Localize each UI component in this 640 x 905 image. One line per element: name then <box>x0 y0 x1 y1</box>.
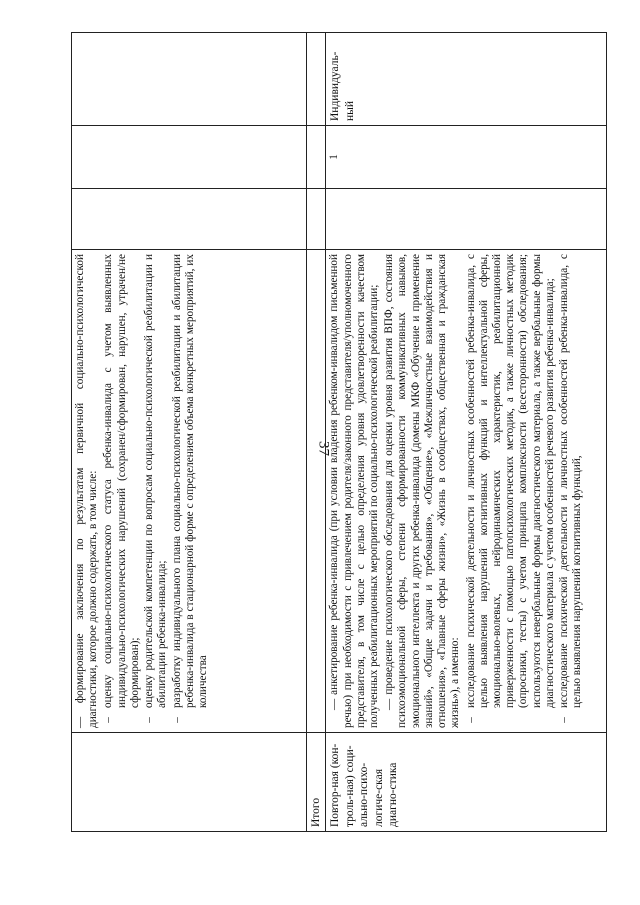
row3-form: Индивидуаль-ный <box>326 33 607 126</box>
itogo-cell-3 <box>307 189 326 250</box>
services-table <box>71 32 607 832</box>
row1-lead: — формирование заключения по результатам первичной социально-психологической диагностики, которое должно содержать, в том числе: <box>74 254 100 728</box>
itogo-cell-5 <box>307 33 326 126</box>
row3-obsled: — проведение психологического обследования для оценки уровня развития ВПФ, состояния психоэмоциональной сферы, степени сформированности коммуникативных навыков, эмоционального интеллекта и других ребенка-инвалида (домены МКФ «Обучение и применение знаний», «Общие задачи и требования», «Общение», «Межличностные взаимодействия и отношения», «Главные сферы жизни», «Жизнь в сообществах, общественная и гражданская жизнь»), а именно: <box>383 254 462 728</box>
row1-cell-3 <box>72 189 307 250</box>
itogo-label: Итого <box>307 733 326 832</box>
row3-anketa: — анкетирование ребенка-инвалида (при условии владения ребенком-инвалидом письменной речью) при необходимости с привлечением родителя/законного представителя/уполномоченного представителя, в том числе с целью определения уровня удовлетворенности качеством полученных реабилитационных мероприятий по социально-психологической реабилитации; <box>328 254 381 728</box>
list-item: – исследование психической деятельности и личностных особенностей ребенка-инвалида, с целью выявления нарушений когнитивных функций, <box>558 254 584 723</box>
row1-content-cell <box>72 250 307 733</box>
table-row <box>326 33 607 832</box>
row3-qty: 1 <box>326 126 607 189</box>
list-item: – исследование психической деятельности и личностных особенностей ребенка-инвалида, с целью выявления нарушений когнитивных функций и интеллектуальной сферы, эмоционально-волевых, нейродинамических характеристик, реабилитационной приверженности с помощью патопсихологических методик, а также личностных методик (опросники, тесты) с учетом принципа комплексности (всесторонности) обследования; используются невербальные формы диагностического материала, а также вербальные формы диагностического материала с учетом особенностей речевого развития ребенка-инвалида; <box>464 254 556 723</box>
itogo-content-cell <box>307 250 326 733</box>
row1-cell-4 <box>72 126 307 189</box>
row3-cell-3 <box>326 189 607 250</box>
list-item: – разработку индивидуального плана социально-психологической реабилитации и абилитации ребенка-инвалида в стационарной форме с определением объема конкретных мероприятий, их количества <box>170 254 209 723</box>
row3-content-cell <box>326 250 607 733</box>
list-item: – оценку социально-психологического статуса ребенка-инвалида с учетом выявленных индивидуально-психологических нарушений (сохранен/сформирован, нарушен, утрачен/не сформирован); <box>102 254 141 723</box>
page-number: 37 <box>315 441 332 456</box>
row1-cell-5 <box>72 33 307 126</box>
row1-label-cell <box>72 733 307 832</box>
table-row <box>72 33 307 832</box>
rotated-table-wrapper <box>71 32 607 832</box>
row3-label: Повтор-ная (кон-троль-ная) соци-ально-психо-логиче-ская диагно-стика <box>326 733 607 832</box>
table-row <box>307 33 326 832</box>
list-item: – оценку родительской компетенции по вопросам социально-психологической реабилитации и абилитации ребенка-инвалида; <box>143 254 169 723</box>
itogo-cell-4 <box>307 126 326 189</box>
